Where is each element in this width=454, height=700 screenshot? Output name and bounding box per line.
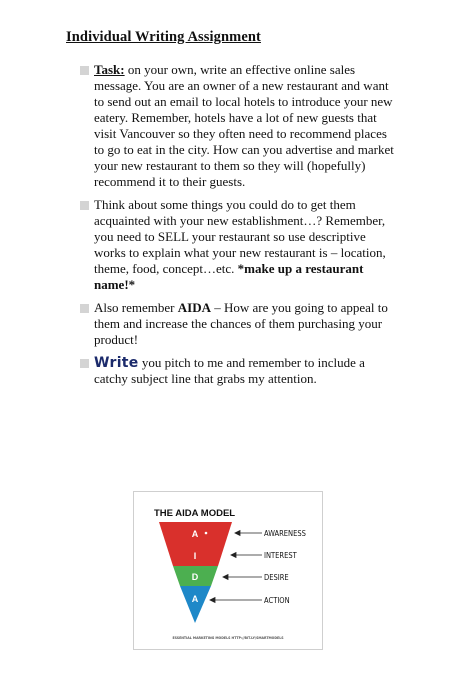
- aida-term: AIDA: [177, 300, 211, 315]
- level-letter-i: I: [193, 551, 197, 561]
- label-awareness: AWARENESS: [264, 529, 306, 538]
- arrowhead-icon: [210, 598, 215, 603]
- square-bullet-icon: [80, 201, 89, 210]
- dot-icon: [205, 532, 208, 535]
- level-letter-a2: A: [191, 594, 199, 604]
- label-interest: INTEREST: [264, 551, 297, 560]
- arrowhead-icon: [231, 553, 236, 558]
- square-bullet-icon: [80, 304, 89, 313]
- bullet-write: [80, 355, 395, 387]
- level-letter-d: D: [191, 572, 199, 582]
- task-label: Task:: [94, 62, 125, 77]
- bullet-think: [80, 197, 395, 293]
- write-word: Write: [94, 355, 139, 371]
- level-letter-a: A: [191, 529, 199, 539]
- aida-text: – How are you going to appeal to them and increase the chances of them purchasing your product!: [94, 300, 388, 347]
- bullet-list: [80, 62, 395, 394]
- arrowhead-icon: [235, 531, 240, 536]
- action-band: [180, 586, 211, 623]
- figure-footer: ESSENTIAL MARKETING MODELS HTTP://BIT.LY/SMARTMODELS: [172, 636, 284, 640]
- bullet-task: [80, 62, 395, 190]
- restaurant-name-note: *make up a restaurant name!*: [94, 261, 364, 292]
- arrowhead-icon: [223, 575, 228, 580]
- bullet-aida: [80, 300, 395, 348]
- aida-diagram: [134, 492, 322, 649]
- think-text: Think about some things you could do to get them acquainted with your new establishment…? Remember, you need to SELL your restaurant so use descriptive works to explain what your new restaurant is – location, theme, food, concept…etc.: [94, 197, 386, 276]
- page-title: Individual Writing Assignment: [66, 29, 261, 45]
- aida-pre: Also remember: [94, 300, 178, 315]
- task-text: on your own, write an effective online sales message. You are an owner of a new restaurant and want to send out an email to local hotels to introduce your new eatery. Remember, hotels have a lot of new guests that visit Vancouver so they often need to recommend places to go to eat in the city. How can you advertise and market your new restaurant to them so they will (hopefully) recommend it to their guests.: [94, 62, 394, 189]
- write-text: you pitch to me and remember to include a catchy subject line that grabs my attention.: [94, 355, 365, 386]
- square-bullet-icon: [80, 66, 89, 75]
- square-bullet-icon: [80, 359, 89, 368]
- aida-model-figure: [133, 491, 323, 650]
- label-desire: DESIRE: [264, 573, 289, 582]
- label-action: ACTION: [264, 596, 290, 605]
- aida-title: THE AIDA MODEL: [154, 508, 236, 519]
